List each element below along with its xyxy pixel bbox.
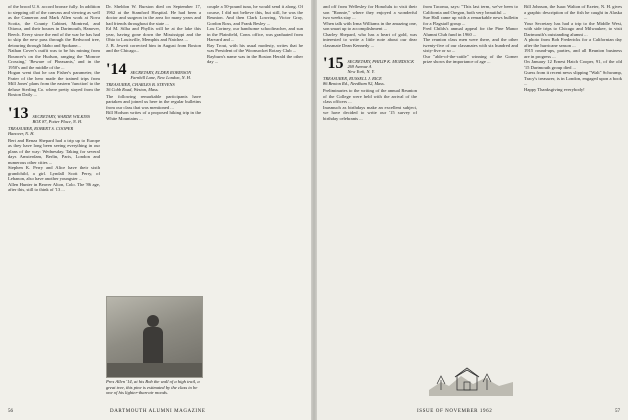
body-paragraph: Lou Cortney, our handsome schoolteacher, and sun in the Plainfield, Conn. office, was graduated from Harvard and ... (207, 26, 303, 42)
body-paragraph: Our "able-of-the-cattle" winning of the Gomer prize shows the importance of age ... (423, 53, 518, 64)
right-column-1 (323, 4, 417, 400)
photo-caption: Pres Allen '14, at his Bob the wall of a high trail, a great tree, this pine is estimated by the class to be one of his lighter-than-air moods. (106, 379, 200, 395)
class-year-label: '13 (8, 104, 29, 122)
body-paragraph: Ray Trout, with his usual modesty, writes that he was President of the Woonsocket Rotary Club ... (207, 42, 303, 53)
body-paragraph: Bill Hodson writes of a proposed hiking trip in the White Mountains ... (106, 110, 201, 121)
class-year-label: '14 (106, 60, 127, 78)
left-page (0, 0, 311, 420)
body-paragraph: couple a 50-pound tuna, he would send it along. Of course, I did not believe this, but still, he was the Reunion. And then Clark Lowring, Victor Gray, Gordon Ross, and Frank Besley ... (207, 4, 303, 26)
body-paragraph: Allen Hunter in Beaver Alton, Colo. The '86 age, after this, still to think of '13 ... (8, 181, 100, 192)
secretary-info: SECRETARY, PHILIP K. MURDOCK 269 Avenue A New York, N. Y. (347, 59, 415, 74)
class-section-heading (8, 102, 100, 124)
body-paragraph: The following remarkable participants have partaken and joined us here in the regular bulletins from our class that was mentioned ... (106, 93, 201, 110)
class-photo (106, 296, 203, 378)
left-column-1 (8, 4, 100, 400)
treasurer-info: TREASURER, CHARLES B. STEVENS 36 Cobb Road, Weston, Mass. (106, 81, 175, 92)
secretary-info: SECRETARY, WARDE WILKINS BOX 87, Potter Place, N. H. (32, 113, 90, 124)
body-paragraph: Bert and Renza Shepard had a trip up to Europe as they have long been seeing everything in our plans of the way: Wednesday. Taking for several days Amsterdam, Berlin, Paris, London and numerous other cities ... (8, 137, 100, 165)
body-paragraph: Hogan went that he can Fisher's parameter, the Frater of the hero made the trained trips from Mill Jones' plans from the eastern 'function' to the deluxe Sterling Co. where pretty stayed from the Boston Daily ... (8, 70, 100, 97)
body-paragraph: When talk with Irma Williams in the amazing one, son smart up to accomplishment ... (323, 20, 417, 31)
body-paragraph: Inasmuch as birthdays make an excellent subject, we have decided to write our '15 survey of birthday celebrants ... (323, 104, 417, 121)
body-paragraph: Preliminaries to the writing of the annual Reunion of the College were held with the arrival of the class officers ... (323, 88, 417, 104)
body-paragraph: and off from Wellesley for Honolulu to visit their son "Ronnie," where they enjoyed a wonderful two weeks stay ... (323, 4, 417, 20)
body-paragraph: On January 12 Ernest Hatch Cooper, 91, of the old '15 Dartmouth group died ... (524, 59, 622, 70)
right-page (317, 0, 628, 420)
body-paragraph: Your Secretary has had a trip to the Middle West, with side trips to Chicago and Milwaukee, to visit Dartmouth's outstanding alumni ... (524, 20, 622, 37)
page-number: 57 (615, 409, 620, 414)
left-column-3 (207, 4, 303, 400)
body-paragraph: Fred Childs's annual appeal for the Pine Manor Alumni Club fund in 1960 ... (423, 26, 518, 37)
page-number: 56 (8, 409, 13, 414)
treasurer-info: TREASURER, ROBERT S. COOPER Hanover, N. H. (8, 125, 74, 136)
right-column-2 (423, 4, 518, 400)
body-paragraph: Ed M. Silha and Phyllis will be at the lake this year, having gone down the Mississippi and the Ohio to Louisville, Memphis and Natchez ... (106, 26, 201, 42)
body-paragraph: Sue Hall came up with a remarkable news bulletin for a Flagstaff group ... (423, 15, 518, 26)
body-paragraph: Guess from it recent news slipping "Walt" Schwamp, Tracy's treasurer, is in London, engaged upon a book ... (524, 70, 622, 86)
body-paragraph: 1915 round-ups, parties, and all Reunion business are in progress ... (524, 48, 622, 59)
body-paragraph: A photo from Bob Fredericks for a Californian day after the hurricane season ... (524, 37, 622, 48)
body-paragraph: Nathan Cover's outfit was to be his mining from Bouncer's on the Hudson, ranging the 'Monroe Crossing,' 'Beware of Pheasants,' and in the 1950's and the middle of the ... (8, 48, 100, 70)
class-section-heading (106, 58, 201, 80)
treasurer-info: TREASURER, RUSSELL J. RICE 86 Benton Rd., Needham 92, Mass. (323, 76, 385, 86)
magazine-title: DARTMOUTH ALUMNI MAGAZINE (110, 409, 206, 414)
body-paragraph: Rayburn's name was in the Boston Herald the other day ... (207, 53, 303, 64)
class-year-label: '15 (323, 55, 344, 72)
class-section-heading (323, 52, 417, 74)
body-paragraph: Bill Johnson, the Isaac Walton of Exeter, N. H. gives a graphic description of the fish he caught in Alaska ... (524, 4, 622, 20)
right-column-3 (524, 4, 622, 400)
issue-title: ISSUE OF NOVEMBER 1962 (417, 409, 493, 414)
body-paragraph: J. B. Jewett corrected him in August from Boston and the Chicago... (106, 42, 201, 53)
body-paragraph: from Tacoma, says: "This last term, we've been to California and Oregon, both very beautiful ... (423, 4, 518, 15)
landscape-sketch-icon (427, 356, 515, 396)
body-paragraph: Dr. Sheldon W. Burston died on September 17, 1962 at the Stamford Hospital. He had been a doctor and surgeon in the area for many years and had friends throughout the state ... (106, 4, 201, 26)
body-paragraph: Charley Shepard, who has a heart of gold, was interested to write a little note about our dear classmate Dean Kennedy ... (323, 31, 417, 48)
secretary-info: SECRETARY, ELDER ROBINSON Farnhill Lane, New London, N. H. (130, 69, 192, 80)
body-paragraph: Happy Thanksgiving everybody! (524, 86, 585, 92)
body-paragraph: Stephen K. Perry and Alice have their sixth grandchild, a girl. Lyndall Scott Perry, of Lebanon, also have another youngster ... (8, 165, 100, 181)
body-paragraph: The reunion class men were there, and the other twenty-five of our classmates with six hundred and sixty-five or so ... (423, 37, 518, 53)
body-paragraph: of the brood U.S. accord bronze fully. In addition to stepping off of the canvass and viewing as well as the Cameron and Mark Allen work at Nova Scotia, the County Cabinet, Montreal, and Ottawa, and their houses in Dartmouth, Hanover, Beech. Every since the end of the war he has had to skip the new pass through the Redwood tree, detouring through Idaho and Spokane... (8, 4, 100, 48)
